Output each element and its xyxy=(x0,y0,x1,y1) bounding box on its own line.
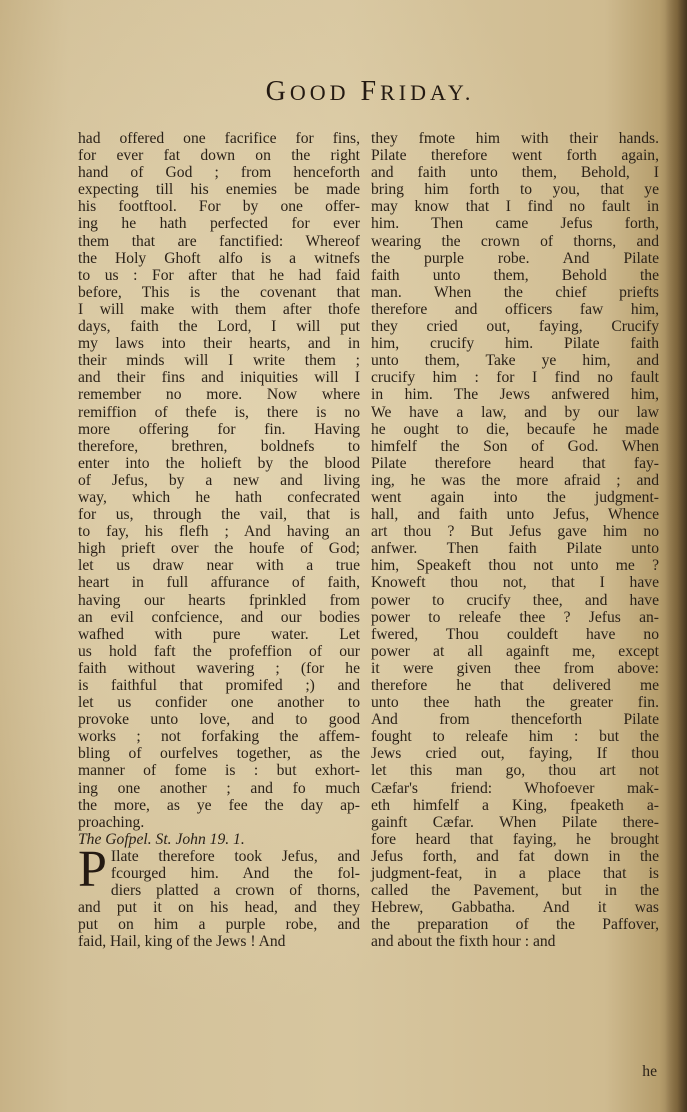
text-line: judgment-feat, in a place that is xyxy=(371,865,659,883)
text-line: anfwer. Then faith Pilate unto xyxy=(371,540,659,558)
text-line: high prieft over the houfe of God; xyxy=(78,540,360,558)
text-line: I will make with them after thofe xyxy=(78,300,360,318)
text-line: fought to releafe him : but the xyxy=(371,728,659,746)
text-line: manner of fome is : but exhort- xyxy=(78,762,360,780)
text-line: diers platted a crown of thorns, xyxy=(110,882,360,900)
text-line: proaching. xyxy=(78,813,145,831)
text-line: provoke unto love, and to good xyxy=(78,711,360,729)
text-line: wafhed with pure water. Let xyxy=(78,625,360,643)
text-line: wearing the crown of thorns, and xyxy=(371,232,659,250)
text-line: to us : For after that he had faid xyxy=(78,266,360,284)
text-line: unto thee hath the greater fin. xyxy=(371,694,659,712)
text-line: Jews cried out, faying, If thou xyxy=(371,745,659,763)
text-line: let us draw near with a true xyxy=(78,557,360,575)
text-line: and faith unto them, Behold, I xyxy=(371,164,659,182)
text-line: fcourged him. And the fol- xyxy=(110,865,360,883)
text-line: my laws into their hearts, and in xyxy=(78,335,360,353)
text-line: And from thenceforth Pilate xyxy=(371,711,659,729)
right-column xyxy=(371,130,659,951)
text-line: his footftool. For by one offer- xyxy=(78,198,360,216)
drop-cap: P xyxy=(78,840,107,898)
text-line: power at all againft me, except xyxy=(371,642,659,660)
text-line: art thou ? But Jefus gave him no xyxy=(371,523,659,541)
text-line: heart in full affurance of faith, xyxy=(78,574,360,592)
text-line: bring him forth to you, that ye xyxy=(371,181,659,199)
text-line: may know that I find no fault in xyxy=(371,198,659,216)
text-line: the preparation of the Paffover, xyxy=(371,916,659,934)
text-line: Jefus forth, and fat down in the xyxy=(371,847,659,865)
text-line: ing one another ; and fo much xyxy=(78,779,360,797)
text-line: remember no more. Now where xyxy=(78,386,360,404)
text-line: to fay, his flefh ; And having an xyxy=(78,523,360,541)
text-line: for ever fat down on the right xyxy=(78,147,360,165)
page-title: GOOD FRIDAY. xyxy=(265,76,475,107)
text-line: it were given thee from above: xyxy=(371,659,659,677)
text-line: they fmote him with their hands. xyxy=(371,130,659,147)
text-line: Hebrew, Gabbatha. And it was xyxy=(371,899,659,917)
text-line: faith unto them, Behold the xyxy=(371,266,659,284)
right-column-text xyxy=(371,130,659,951)
text-line: gainft Cæfar. When Pilate there- xyxy=(371,813,659,831)
text-line: himfelf the Son of God. When xyxy=(371,437,659,455)
left-column-text xyxy=(78,130,360,831)
text-line: their minds will I write them ; xyxy=(78,352,360,370)
text-line: had offered one facrifice for fins, xyxy=(78,130,360,147)
text-line: they cried out, faying, Crucify xyxy=(371,318,659,336)
text-line: more offering for fin. Having xyxy=(78,420,360,438)
text-line: man. When the chief priefts xyxy=(371,283,659,301)
text-line: ing, he was the more afraid ; and xyxy=(371,471,659,489)
catchword: he xyxy=(642,1063,657,1080)
text-line: put on him a purple robe, and xyxy=(78,916,360,934)
text-line: fore heard that faying, he brought xyxy=(371,830,659,848)
gospel-text xyxy=(78,840,360,951)
page-edge-shadow xyxy=(665,0,687,1112)
text-line: is faithful that promifed ;) and xyxy=(78,677,360,694)
text-line: days, faith the Lord, I will put xyxy=(78,318,360,336)
text-line: therefore he that delivered me xyxy=(371,677,659,694)
text-line: in him. The Jews anfwered him, xyxy=(371,386,659,404)
text-line: the more, as ye fee the day ap- xyxy=(78,796,360,814)
text-line: bling of ourfelves together, as the xyxy=(78,745,360,763)
text-line: Pilate therefore went forth again, xyxy=(371,147,659,165)
text-line: us hold faft the profeffion of our xyxy=(78,642,360,660)
text-line: remiffion of thefe is, there is no xyxy=(78,403,360,421)
text-line: having our hearts fprinkled from xyxy=(78,591,360,609)
text-line: before, This is the covenant that xyxy=(78,283,360,301)
text-line: Ilate therefore took Jefus, and xyxy=(110,847,360,865)
text-line: fwered, Thou couldeft have no xyxy=(371,625,659,643)
gospel-heading: The Gofpel. St. John 19. 1. xyxy=(78,830,245,848)
text-line: and about the fixth hour : and xyxy=(371,933,556,951)
text-line: We have a law, and by our law xyxy=(371,403,659,421)
text-line: let us confider one another to xyxy=(78,694,360,712)
text-line: crucify him : for I find no fault xyxy=(371,369,659,387)
text-line: let this man go, thou art not xyxy=(371,762,659,780)
text-line: therefore and officers faw him, xyxy=(371,300,659,318)
text-line: power to releafe thee ? Jefus an- xyxy=(371,608,659,626)
text-line: of Jefus, by a new and living xyxy=(78,471,360,489)
text-line: way, which he hath confecrated xyxy=(78,488,360,506)
text-line: works ; not forfaking the affem- xyxy=(78,728,360,746)
text-line: faith without wavering ; (for he xyxy=(78,659,360,677)
text-line: hand of God ; from henceforth xyxy=(78,164,360,182)
text-line: Cæfar's friend: Whofoever mak- xyxy=(371,779,659,797)
text-line: the purple robe. And Pilate xyxy=(371,249,659,267)
text-line: hall, and faith unto Jefus, Whence xyxy=(371,506,659,524)
text-line: faid, Hail, king of the Jews ! And xyxy=(78,933,286,951)
text-line: therefore, brethren, boldnefs to xyxy=(78,437,360,455)
text-line: him, Speakeft thou not unto me ? xyxy=(371,557,659,575)
text-line: and their fins and iniquities will I xyxy=(78,369,360,387)
gospel-passage xyxy=(78,840,360,951)
text-line: him. Then came Jefus forth, xyxy=(371,215,659,233)
text-line: enter into the holieft by the blood xyxy=(78,454,360,472)
text-line: and put it on his head, and they xyxy=(78,899,360,917)
text-line: for us, through the vail, that is xyxy=(78,506,360,524)
text-line: eth himfelf a King, fpeaketh a- xyxy=(371,796,659,814)
text-line: he ought to die, becaufe he made xyxy=(371,420,659,438)
left-column xyxy=(78,130,360,951)
text-line: an evil confcience, and our bodies xyxy=(78,608,360,626)
text-line: expecting till his enemies be made xyxy=(78,181,360,199)
text-line: unto them, Take ye him, and xyxy=(371,352,659,370)
text-line: went again into the judgment- xyxy=(371,488,659,506)
text-line: the Holy Ghoft alfo is a witnefs xyxy=(78,249,360,267)
text-line: Knoweft thou not, that I have xyxy=(371,574,659,592)
text-line: ing he hath perfected for ever xyxy=(78,215,360,233)
text-line: him, crucify him. Pilate faith xyxy=(371,335,659,353)
text-line: Pilate therefore heard that fay- xyxy=(371,454,659,472)
text-line: power to crucify thee, and have xyxy=(371,591,659,609)
text-line: them that are fanctified: Whereof xyxy=(78,232,360,250)
text-line: called the Pavement, but in the xyxy=(371,882,659,900)
